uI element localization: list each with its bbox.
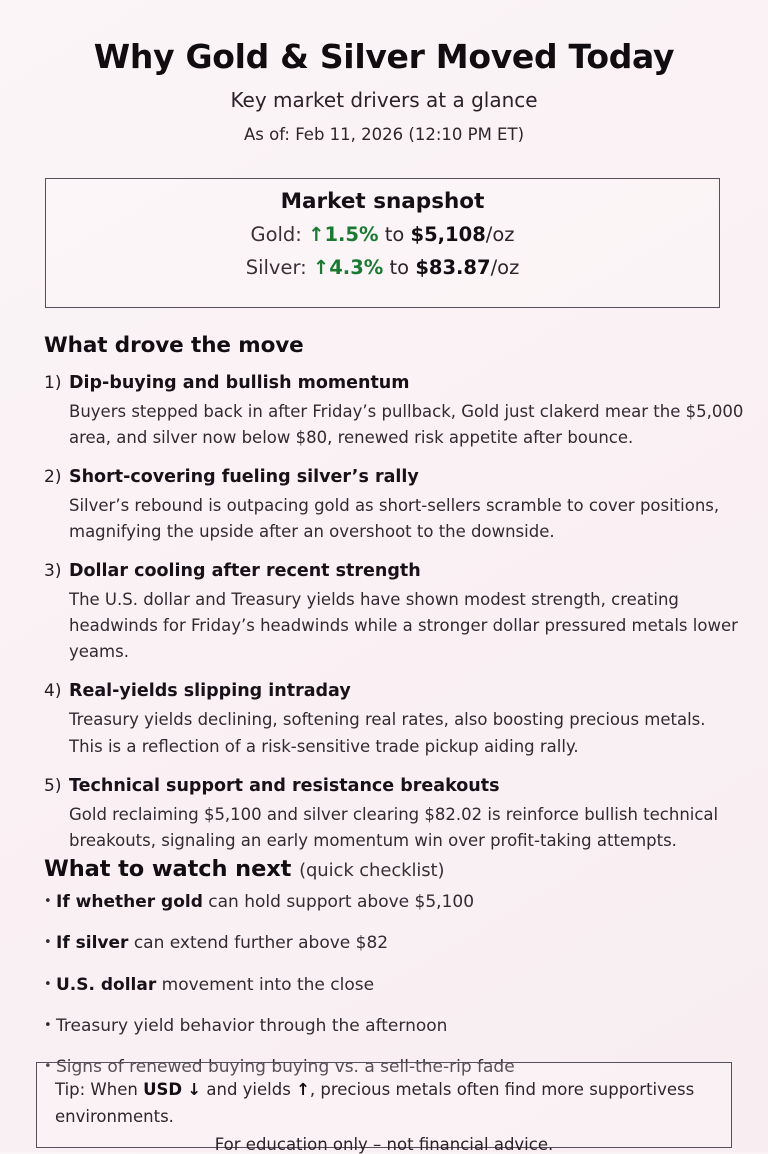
down-arrow-icon: ↓ — [187, 1080, 202, 1099]
tip-usd-label: USD — [143, 1080, 183, 1099]
tip-middle: and yields — [201, 1080, 297, 1099]
bullet-icon: • — [44, 894, 52, 909]
checklist-item-rest: can extend further above $82 — [128, 933, 389, 954]
silver-connector: to — [389, 256, 410, 280]
bullet-icon: • — [44, 1017, 52, 1033]
driver-item-number: 1) — [44, 373, 62, 393]
page-subtitle: Key market drivers at a glance — [230, 87, 538, 112]
snapshot-title: Market snapshot — [280, 189, 485, 214]
driver-item-body: Buyers stepped back in after Friday’s pullback, Gold just clakerd mear the $5,000 area, and silver now below $80, renewed risk appetite after bounce. — [69, 402, 744, 448]
bullet-icon: • — [44, 935, 52, 951]
header — [0, 0, 768, 144]
checklist-item — [44, 892, 744, 913]
driver-item-title: Dollar cooling after recent strength — [69, 561, 421, 582]
driver-item-number: 2) — [44, 467, 62, 488]
snapshot-row-silver — [46, 256, 719, 280]
silver-label: Silver: — [245, 256, 307, 280]
up-arrow-icon: ↑ — [296, 1080, 310, 1099]
checklist-item-rest: movement into the close — [156, 974, 375, 995]
checklist-item-rest: Signs of renewed buying buying vs. a sell-the-rip fade — [56, 1057, 515, 1077]
driver-item-heading — [44, 776, 744, 796]
gold-unit: /oz — [485, 223, 515, 246]
driver-item-heading — [44, 681, 744, 701]
driver-item-body: Gold reclaiming $5,100 and silver clearing $82.02 is reinforce bullish technical breakouts, signaling an early momentum win over profit-taking attempts. — [69, 804, 719, 850]
driver-item — [44, 776, 744, 854]
checklist-item-bold: If silver — [56, 933, 129, 954]
driver-item-number: 3) — [44, 561, 62, 582]
market-snapshot-box — [45, 178, 720, 308]
checklist-item — [44, 975, 744, 996]
silver-unit: /oz — [490, 256, 520, 280]
checklist-item — [44, 933, 744, 954]
drivers-list — [44, 373, 744, 870]
driver-item-title: Dip-buying and bullish momentum — [69, 373, 410, 393]
driver-item — [44, 467, 744, 545]
driver-item-heading — [44, 561, 744, 581]
bullet-icon: • — [44, 1059, 52, 1074]
driver-item-body: Treasury yields declining, softening real rates, also boosting precious metals. This is a reflection of a risk-sensitive trade pickup aiding rally. — [69, 710, 706, 756]
driver-item-title: Technical support and resistance breakouts — [69, 775, 500, 796]
checklist-item-bold: U.S. dollar — [56, 974, 157, 995]
checklist-item-text — [56, 892, 474, 913]
driver-item-body: The U.S. dollar and Treasury yields have shown modest strength, creating headwinds for Friday’s headwinds while a stronger dollar pressured metals lower yeams. — [69, 590, 738, 662]
driver-item — [44, 681, 744, 759]
tip-prefix: Tip: When — [55, 1080, 144, 1099]
as-of-timestamp: As of: Feb 11, 2026 (12:10 PM ET) — [243, 124, 525, 144]
page-title: Why Gold & Silver Moved Today — [93, 37, 675, 76]
watch-heading-note: (quick checklist) — [299, 860, 445, 881]
drivers-section-heading: What drove the move — [44, 333, 304, 358]
driver-item-body: Silver’s rebound is outpacing gold as short-sellers scramble to cover positions, magnifying the upside after an overshoot to the downside. — [69, 496, 720, 542]
silver-percent: 4.3% — [329, 256, 384, 280]
driver-item-number: 5) — [44, 775, 62, 796]
checklist-item-text — [56, 975, 374, 996]
driver-item-heading — [44, 467, 744, 487]
driver-item-heading — [44, 373, 744, 393]
watch-heading-text: What to watch next — [44, 856, 292, 882]
gold-up-arrow-icon: ↑ — [308, 223, 325, 246]
driver-item-number: 4) — [44, 681, 62, 702]
tip-suffix: , precious metals often find more supportivess environments. — [55, 1080, 695, 1126]
silver-price: $83.87 — [415, 256, 491, 280]
driver-item — [44, 561, 744, 665]
checklist-item-text — [56, 933, 388, 954]
checklist-item-rest: can hold support above $5,100 — [202, 892, 475, 912]
gold-percent: 1.5% — [324, 223, 379, 246]
driver-item-title: Real-yields slipping intraday — [69, 681, 351, 702]
gold-price: $5,108 — [410, 223, 486, 246]
gold-connector: to — [384, 223, 405, 246]
silver-up-arrow-icon: ↑ — [312, 256, 330, 280]
snapshot-row-gold — [46, 223, 719, 247]
watch-section-heading — [44, 856, 444, 882]
tip-box — [36, 1059, 732, 1154]
driver-item — [44, 373, 744, 451]
disclaimer-text: For education only – not financial advice. — [214, 1135, 554, 1154]
tip-text — [55, 1077, 713, 1130]
checklist-item-rest: Treasury yield behavior through the afternoon — [56, 1015, 448, 1036]
checklist-item-bold: If whether gold — [56, 892, 203, 912]
checklist-item-text — [56, 1016, 447, 1037]
checklist-item — [44, 1016, 744, 1037]
bullet-icon: • — [44, 976, 52, 992]
driver-item-title: Short-covering fueling silver’s rally — [69, 467, 419, 488]
gold-label: Gold: — [250, 223, 302, 246]
